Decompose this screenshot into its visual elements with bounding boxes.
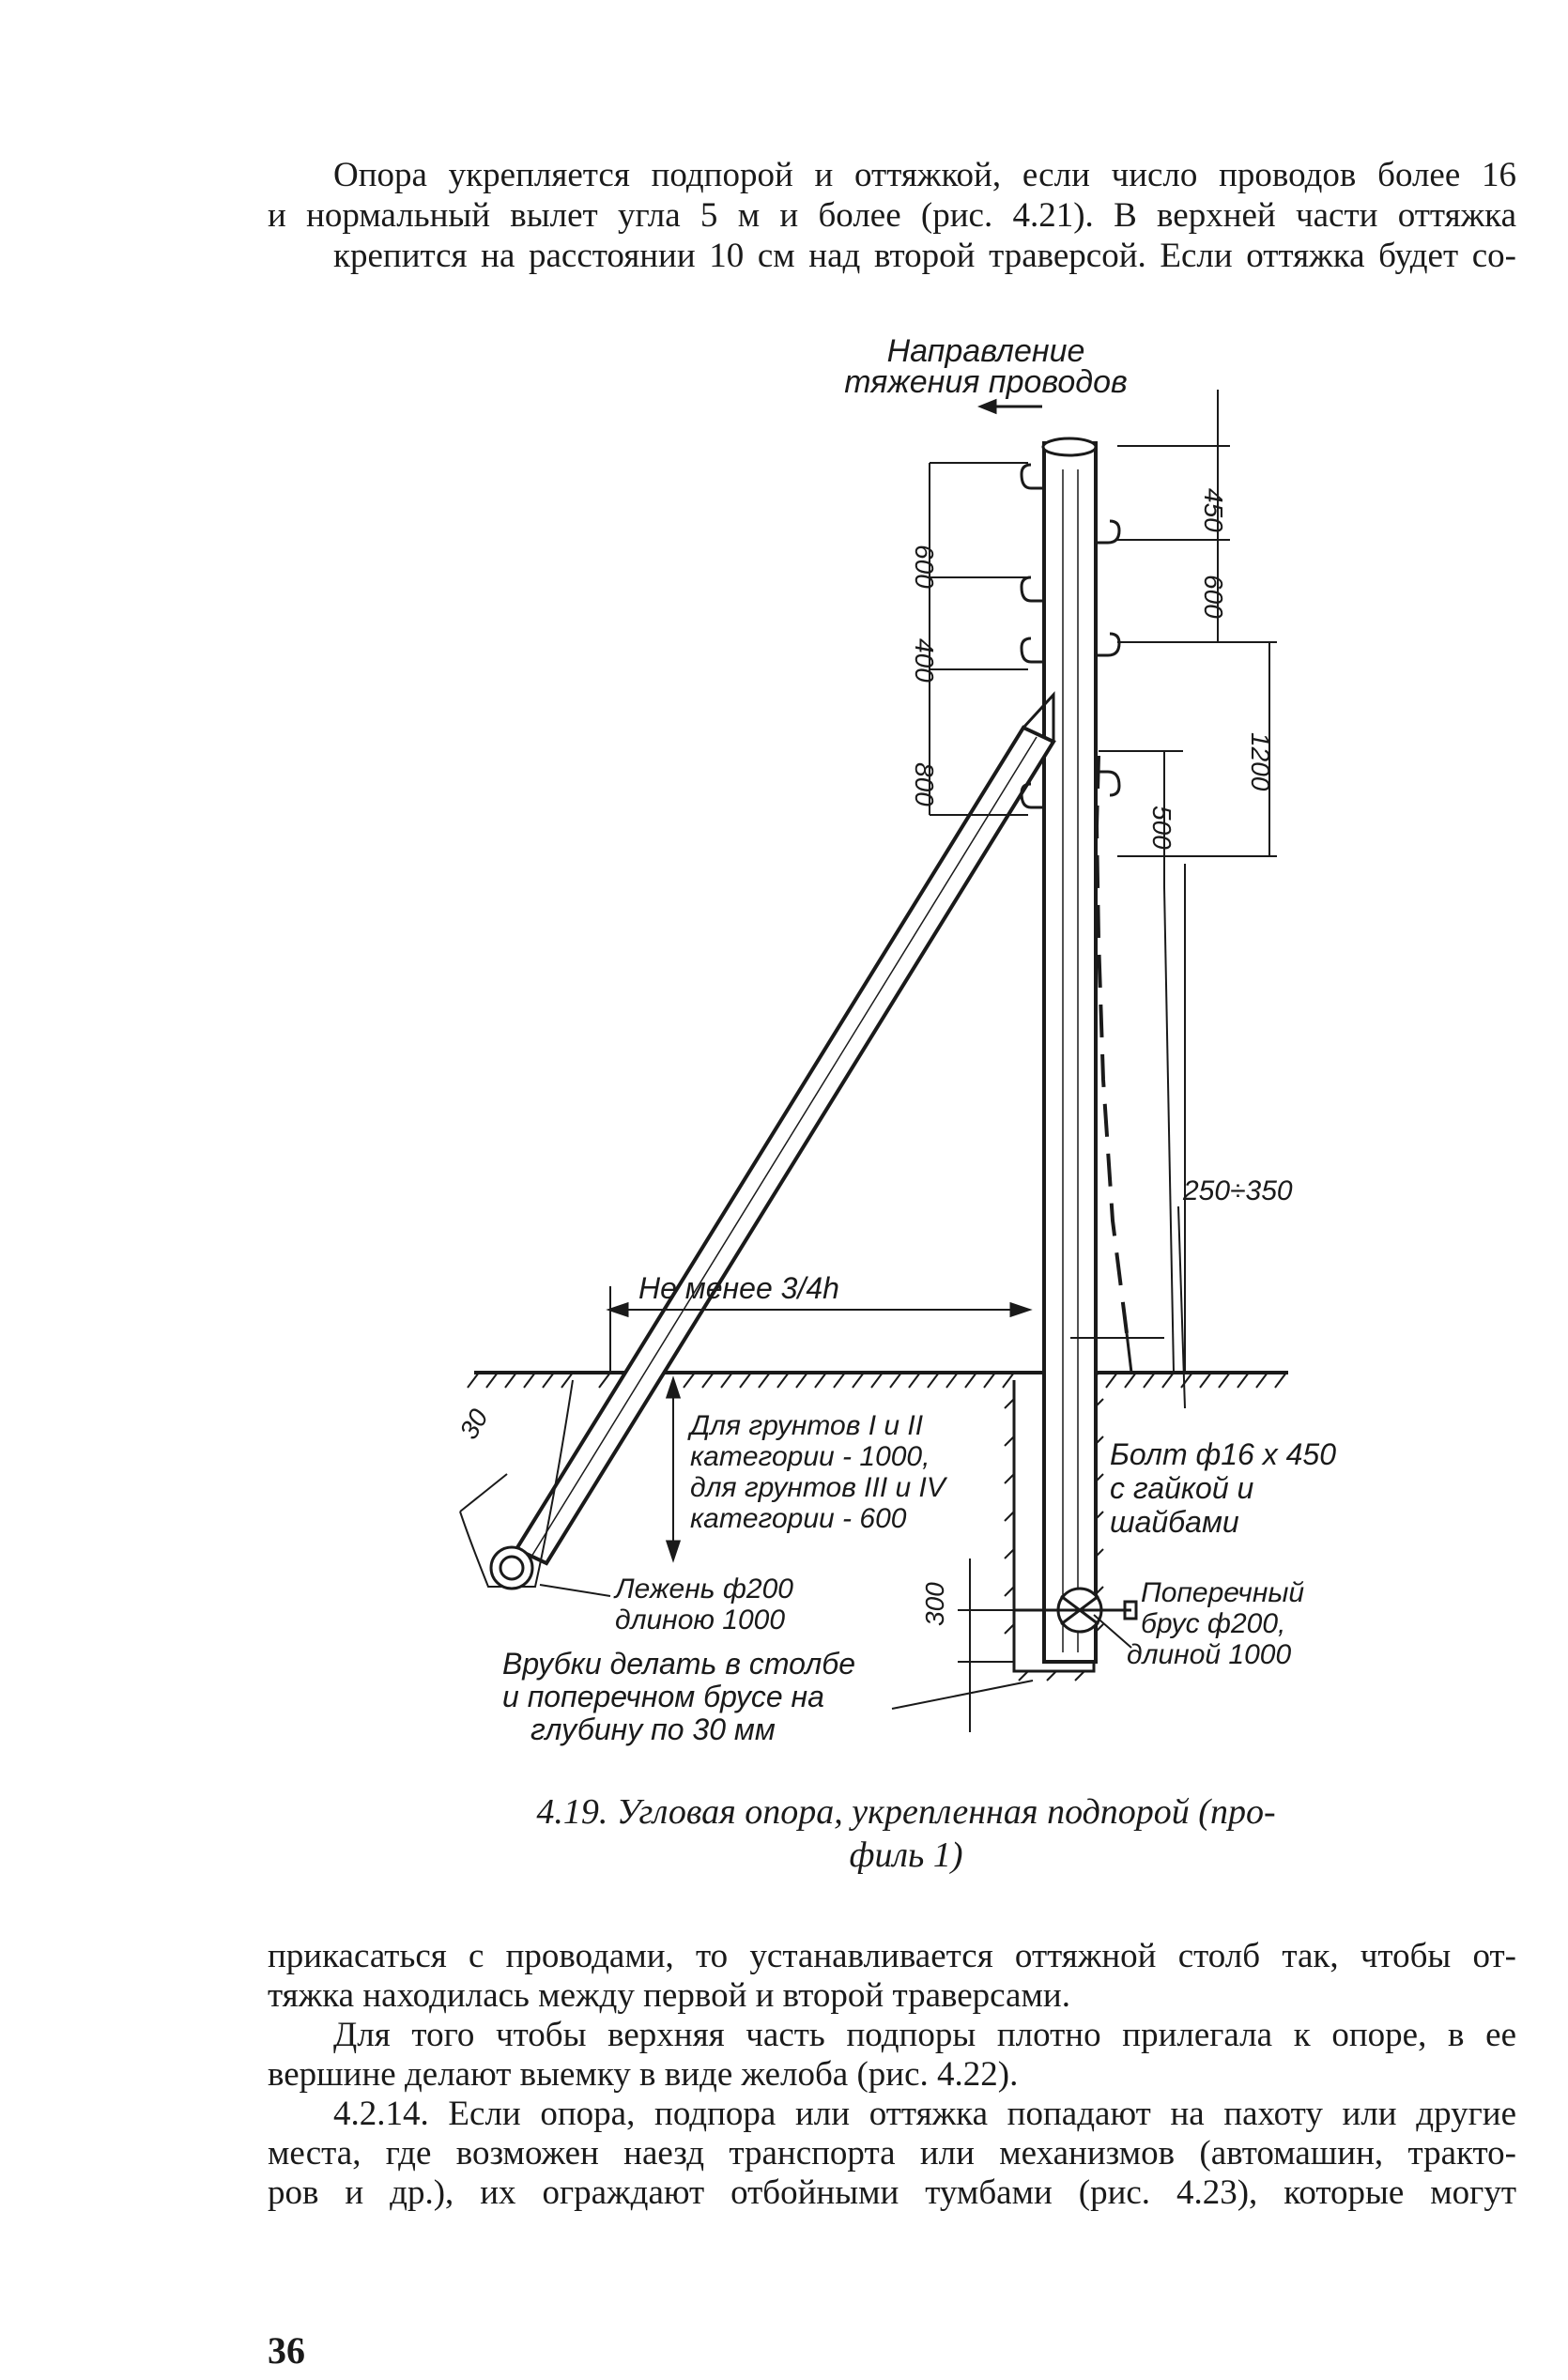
dim-30: 30 xyxy=(453,1404,494,1444)
guy-wire xyxy=(1097,756,1127,1333)
dim-600-right: 600 xyxy=(1199,575,1228,619)
text-line: ров и др.), их ограждают отбойными тумбами (рис. 4.23), которые могут xyxy=(268,2173,1516,2212)
beam-label-2: брус ф200, xyxy=(1141,1608,1286,1639)
beam-label-3: длиной 1000 xyxy=(1127,1639,1292,1670)
text-line: тяжка находилась между первой и второй траверсами. xyxy=(268,1976,1070,2015)
text-line: места, где возможен наезд транспорта или механизмов (автомашин, тракто- xyxy=(268,2134,1516,2173)
text-line: прикасаться с проводами, то устанавливается оттяжной столб так, чтобы от- xyxy=(268,1937,1516,1975)
paragraph xyxy=(268,2095,1516,2213)
soil-label-1: Для грунтов I и II xyxy=(690,1410,924,1441)
dim-300: 300 xyxy=(920,1582,949,1626)
not-less-label: Не менее 3/4h xyxy=(638,1271,839,1305)
dim-250-350: 250÷350 xyxy=(1183,1175,1293,1206)
dim-400: 400 xyxy=(910,638,939,683)
bolt-label-1: Болт ф16 х 450 xyxy=(1110,1437,1337,1471)
soil-label-4: категории - 600 xyxy=(690,1503,907,1534)
notch-label-3: глубину по 30 мм xyxy=(530,1712,776,1746)
text-line: крепится на расстоянии 10 см над второй траверсой. Если оттяжка будет со- xyxy=(333,237,1516,275)
dim-600-left: 600 xyxy=(910,545,939,589)
bolt-label-3: шайбами xyxy=(1110,1505,1239,1539)
soil-label-3: для грунтов III и IV xyxy=(690,1472,945,1503)
dim-500: 500 xyxy=(1147,806,1176,850)
direction-label-2: тяжения проводов xyxy=(844,364,1128,400)
figure-caption xyxy=(465,1790,1347,1877)
dim-450: 450 xyxy=(1199,488,1228,532)
notch-label-1: Врубки делать в столбе xyxy=(502,1647,856,1681)
sill-label-1: Лежень ф200 xyxy=(615,1574,793,1605)
notch-label-2: и поперечном брусе на xyxy=(502,1680,824,1713)
beam-label-1: Поперечный xyxy=(1141,1577,1305,1608)
text-line: Для того чтобы верхняя часть подпоры плотно прилегала к опоре, в ее xyxy=(333,2016,1516,2054)
bottom-text xyxy=(268,1937,1516,2213)
dim-1200: 1200 xyxy=(1246,732,1275,791)
text-line: и нормальный вылет угла 5 м и более (рис. 4.21). В верхней части оттяжка xyxy=(268,196,1516,235)
pole-top xyxy=(1043,438,1096,455)
text-line: 4.2.14. Если опора, подпора или оттяжка попадают на пахоту или другие xyxy=(333,2095,1516,2133)
soil-label-2: категории - 1000, xyxy=(690,1441,930,1472)
direction-label-1: Направление xyxy=(886,333,1085,369)
page-number: 36 xyxy=(268,2329,305,2372)
paragraph xyxy=(268,2016,1516,2095)
paragraph xyxy=(268,1937,1516,2016)
caption-line-1: 4.19. Угловая опора, укрепленная подпорой (про- xyxy=(536,1792,1276,1832)
text-line: Опора укрепляется подпорой и оттяжкой, если число проводов более 16 xyxy=(333,156,1516,194)
dim-800: 800 xyxy=(910,762,939,806)
bolt-label-2: с гайкой и xyxy=(1110,1471,1254,1505)
text-line: вершине делают выемку в виде желоба (рис. 4.22). xyxy=(268,2055,1019,2094)
sill-label-2: длиною 1000 xyxy=(615,1605,786,1635)
sill-log xyxy=(491,1547,532,1589)
caption-line-2: филь 1) xyxy=(849,1835,963,1875)
pole xyxy=(1044,443,1096,1662)
